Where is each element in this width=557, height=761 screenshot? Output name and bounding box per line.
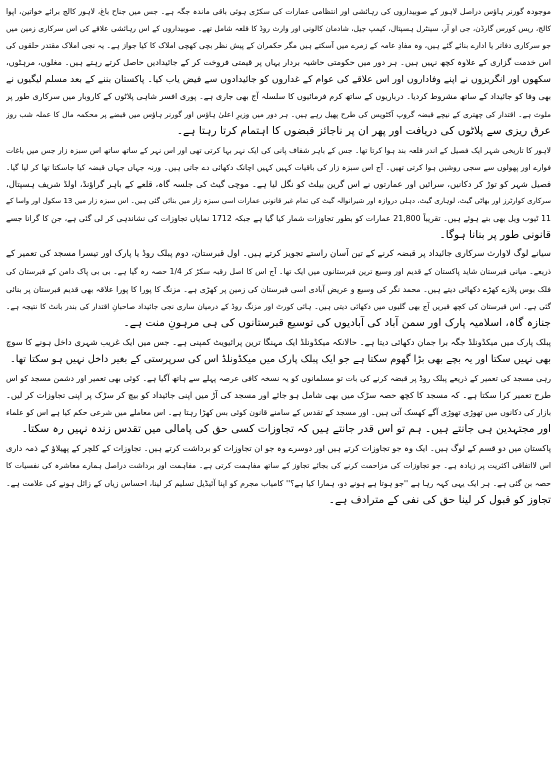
text-line: سکھوں اور انگریزوں نے اپنے وفاداروں اور اس علاقے کی عوام کے غداروں کو جائیدادوں سے فیض یاب کیا۔ پاکستان بننے کے بعد مسلم لیگیوں نے xyxy=(6,74,551,86)
paragraph-mosques xyxy=(6,370,551,438)
text-line: 11 ٹیوب ویل بھی بنے ہوئے ہیں۔ تقریباً 21,800 عمارات کو بطور تجاوزات شمار کیا گیا ہے جبکہ 1712 نمایاں تجاوزات کی نشاندہی کر لی گئی ہے، جن کا گرانا جسے xyxy=(6,214,551,224)
text-line: عرق ریزی سے پلاٹوں کی دریافت اور پھر ان پر ناجائز قبضوں کا اہتمام کرتا رہتا ہے۔ xyxy=(176,124,551,137)
text-line: اور مجتہدین ہی جانتے ہیں۔ ہم تو اس قدر جانتے ہیں کہ تجاوزات کسی حق کی پامالی میں تقدس زندہ نہیں رہ سکتا۔ xyxy=(21,423,551,436)
text-line: بھی نہیں سکتا اور یہ بچے بھی بڑا گھوم سکتا ہے جو ایک پبلک پارک میں میکڈونلڈ اس کی سرپرستی کے بغیر داخل نہیں ہو سکتا تھا۔ xyxy=(10,353,551,365)
text-line: قانونی طور پر بنانا ہوگا۔ xyxy=(439,229,551,242)
text-line: حصہ بن گئی ہے۔ ہر ایک یہی کہہ رہا ہے ''جو ہوتا ہے ہونے دو، ہمارا کیا ہے؟'' کامیاب مجرم کو اپنا آئیڈیل تسلیم کر لینا، احساس زیاں کے زائل ہونے کی علامت ہے۔ xyxy=(6,478,551,488)
text-line: پبلک پارک میں میکڈونلڈ جگہ برا جمان دکھائی دیتا ہے۔ حالانکہ میکڈونلڈ ایک مہنگا ترین پرائیویٹ کمپنی ہے۔ جس میں ایک غریب شہری داخل ہونے کا سوچ xyxy=(6,336,551,347)
text-line: فلک بوس پلازے کھڑے دکھائی دیتے ہیں۔ محمد نگر کی وسیع و عریض آبادی اسی قبرستان کی زمین پر کھڑی ہے۔ مزنگ کا پورا کا پورا علاقہ بھی قدیم قبرستان پر بنائی xyxy=(6,284,551,294)
text-line: گئی ہے۔ اس قبرستان کی کچھ قبریں آج بھی گلیوں میں دکھائی دیتی ہیں۔ ہائی کورٹ اور مزنگ روڈ کے درمیان ساری نجی جائیداد صاحبانِ اقتدار کی بندر بانٹ کا نتیجہ ہے۔ xyxy=(6,301,551,311)
text-line: طرح تعمیر کرا سکتا ہے۔ کہ مسجد کا کچھ حصہ سڑک میں بھی شامل ہو جائے اور مسجد کی آڑ میں اپنی جائیداد کو بیچ کر سڑک پر اپنی تجاوزات کر لیں۔ xyxy=(6,390,551,401)
text-line: ذریعے۔ میانی قبرستان شاید پاکستان کے قدیم اور وسیع ترین قبرستانوں میں ایک تھا۔ آج اس کا اصل رقبہ سکڑ کر 1/4 حصہ رہ گیا ہے۔ بی بی پاک دامن کے قبرستان کی xyxy=(6,267,551,277)
text-line: رہی مسجد کی تعمیر کے ذریعے پبلک روڈ پر قبضہ کرنے کی بات تو مسلمانوں کو یہ نسخہ کافی عرصہ پہلے سے ہاتھ آگیا ہے۔ کوئی بھی تعمیر اور دشمن مسجد کو اس xyxy=(6,373,551,383)
text-line: جنازہ گاہ، اسلامیہ پارک اور سمن آباد کی آبادیوں کی توسیع قبرستانوں کی ہی مرہونِ منت ہے۔ xyxy=(123,316,551,329)
text-line: جو سرکاری دفاتر یا ادارے بنائے گئے ہیں، وہ مفادِ عامہ کے زمرے میں آسکتے ہیں مگر حکمران کے پیش نظر بچی کھچی املاک کا کیا جواز ہے۔ یہ نجی املاک مقتدر حلقوں کی xyxy=(6,41,551,51)
paragraph-graveyards xyxy=(6,246,551,331)
text-line: کالج، ریس کورس گارڈن، جی او آر، سینٹرل ہسپتال، کیمپ جیل، شادمان کالونی اور وارث روڈ کا قلعہ شامل تھے۔ صوبیداروں کے اس رہائشی علاقے کی اس سرکاری زمین میں xyxy=(6,24,551,34)
text-line: سرکاری کوارٹرز اور بھاٹی گیٹ، لوہاری گیٹ، دہلی دروازہ اور شیرانوالہ گیٹ کی تمام غیر قانونی عمارات اسی سبزہ زار میں بنائی گئی ہیں۔ اس سبزہ زار میں 13 سکول اور واسا کے xyxy=(6,197,551,206)
text-line: ملوث ہے۔ اقتدار کی چھتری کے نیچے قبضہ گروپ آکٹوپس کی طرح پھیل رہے ہیں۔ ہر دور میں وزیرِ اعلیٰ ہاؤس اور گورنر ہاؤس میں قبضے پر محکمہ مال کا عملہ شب روز xyxy=(6,109,551,119)
paragraph-lahore-walled-city xyxy=(6,142,551,245)
paragraph-public-park xyxy=(6,334,551,368)
text-line: سیانے لوگ لاوارث سرکاری جائیداد پر قبضہ کرنے کے تین آسان راستے تجویز کرتے ہیں۔ اول قبرستان، دوم پبلک روڈ یا پارک اور تیسرا مسجد کی تعمیر کے xyxy=(6,249,551,260)
text-line: موجودہ گورنر ہاؤس دراصل لاہور کے صوبیداروں کی رہائشی اور انتظامی عمارات کی سکڑی ہوئی باقی ماندہ جگہ ہے۔ جس میں جناح باغ، لاہور کالج برائے خواتین، اپوا xyxy=(6,7,551,16)
text-line: پاکستان میں دو قسم کے لوگ ہیں۔ ایک وہ جو تجاوزات کرتے ہیں اور دوسرے وہ جو ان تجاوزات کو برداشت کرتے ہیں۔ تجاوزات کے کلچر کے پھیلاؤ کے ذمہ داری xyxy=(6,443,551,454)
text-line: فصیل شہر کو توڑ کر دکانیں، سرائیں اور عمارتوں نے اس گرین بیلٹ کو نگل لیا ہے۔ موچی گیٹ کی جلسہ گاہ، قلعے کے باہر گراؤنڈ، اولڈ شریف ہسپتال، xyxy=(6,178,551,189)
text-line: تجاوز کو قبول کر لینا حق کی نفی کے مترادف ہے۔ xyxy=(328,493,551,506)
text-line: بازار کی دکانوں میں تھوڑی تھوڑی آگے کھسک آتی ہیں۔ اور مسجد کے تقدس کے سامنے قانون کوئی بس کھڑا رہتا ہے۔ اس معاملے میں شرعی حکم کیا ہے اس کو علماء xyxy=(6,408,551,418)
text-line: اس لااتفاقی اکثریت پر زیادہ ہے۔ جو تجاوزات کی مزاحمت کرنے کی بجائے تجاوز کے ساتھ مفاہمت کرتی ہے۔ مفاہمت اور برداشت دراصل ہمارے معاشرہ کی نفسیات کا xyxy=(6,461,551,471)
text-line: فوارے اور پھولوں سے سجی روشیں ہوا کرتی تھیں۔ آج اس سبزہ زار کی باقیات کہیں کہیں اچانک دکھائی دے جاتی ہیں۔ ورنہ جہاں جہاں قبضہ کیا جاسکتا تھا کر لیا گیا۔ xyxy=(6,162,551,172)
paragraph-two-kinds-of-people xyxy=(6,440,551,508)
text-line: لاہور کا تاریخی شہر ایک فصیل کے اندر قلعہ بند ہوا کرتا تھا۔ جس کے باہر شفاف پانی کی ایک نہر بہا کرتی تھی اور اس نہر کے ساتھ ساتھ اس سبزہ زار جس میں باغات xyxy=(6,145,551,155)
paragraph-governor-house xyxy=(6,3,551,140)
text-line: بھی وفا کو جائیداد کے ساتھ مشروط کردیا۔ درباریوں کے ساتھ کرم فرمائیوں کا سلسلہ آج بھی جاری ہے۔ پوری افسر شاہی پلاٹوں کے کاروبار میں سرکاری طور پر xyxy=(6,92,551,102)
text-line: اس خدمت گزاری کے علاوہ کچھ نہیں ہیں۔ ہر دور میں حکومتی حاشیہ بردار یہاں پر قیمتی فروخت کر کے جائیدادیں حاصل کرتے رہتے ہیں۔ مغلوں، مرہٹوں، xyxy=(6,57,551,68)
